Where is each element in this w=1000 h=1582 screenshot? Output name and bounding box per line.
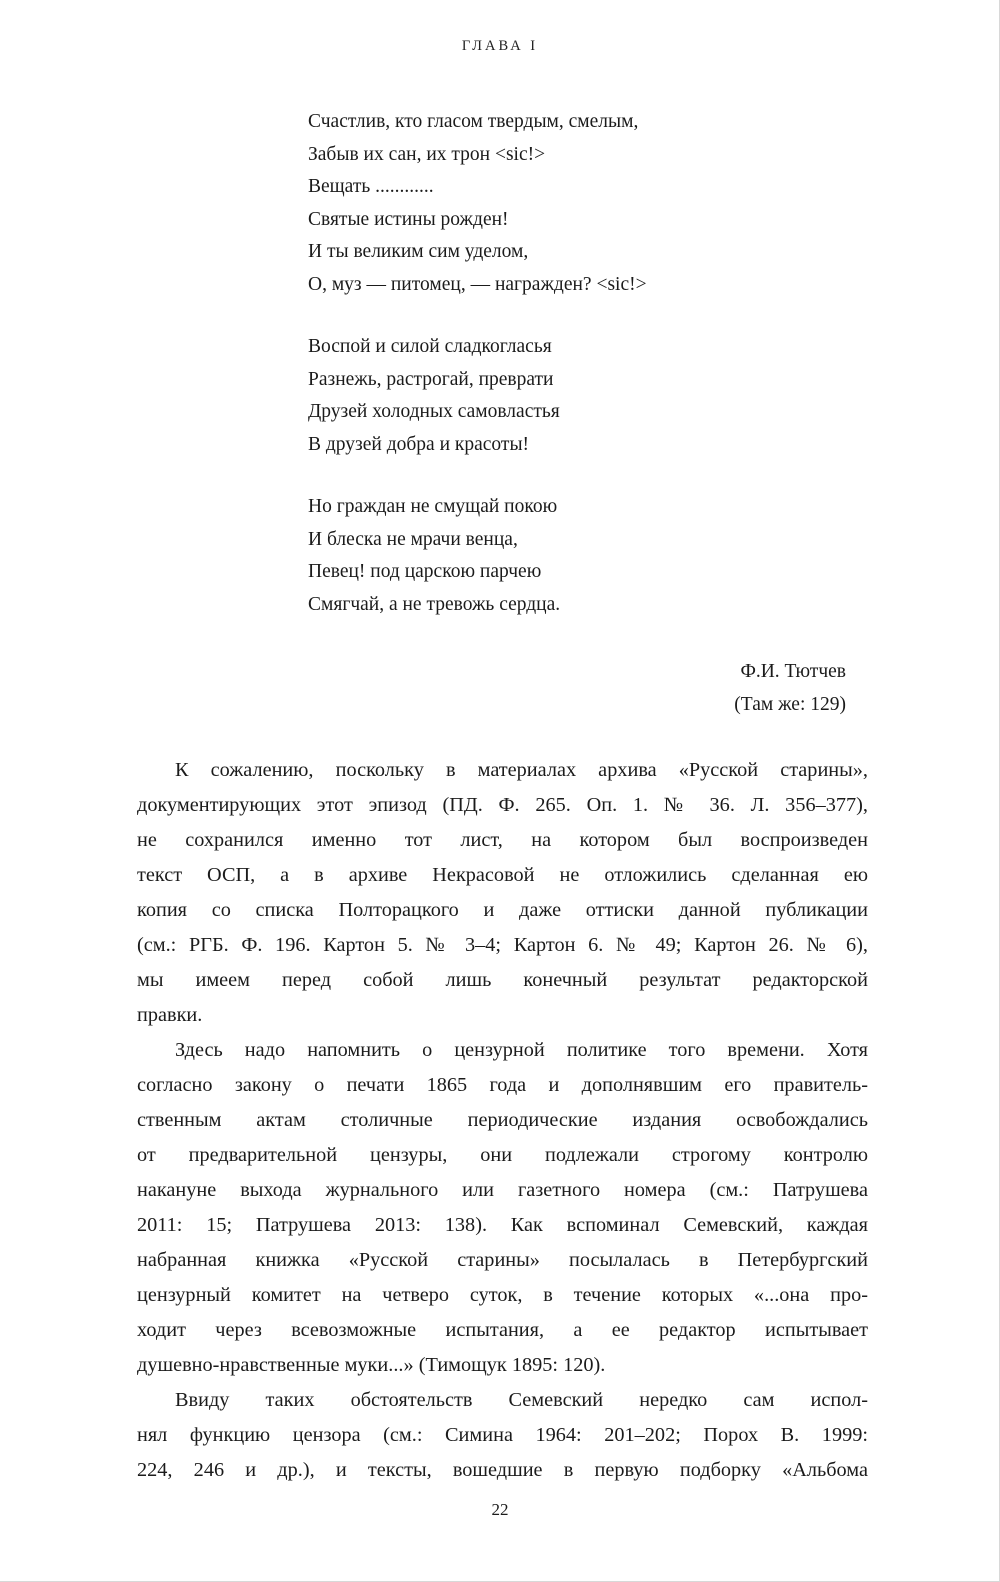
poem-line: О, муз — питомец, — награжден? <sic!> xyxy=(308,273,647,295)
poem-line: И блеска не мрачи венца, xyxy=(308,528,518,550)
body-line: мы имеем перед собой лишь конечный результат редакторской xyxy=(137,969,868,991)
poem-line: Вещать ............ xyxy=(308,176,434,197)
body-line: (см.: РГБ. Ф. 196. Картон 5. № 3–4; Картон 6. № 49; Картон 26. № 6), xyxy=(137,934,868,956)
poem-attribution-source: (Там же: 129) xyxy=(734,694,846,715)
body-line: текст ОСП, а в архиве Некрасовой не отложились сделанная ею xyxy=(137,864,868,886)
paragraph xyxy=(137,753,868,1033)
poem-attribution-block xyxy=(308,655,868,721)
poem-line: И ты великим сим уделом, xyxy=(308,241,529,262)
body-line: согласно закону о печати 1865 года и дополнявшим его правитель- xyxy=(137,1074,868,1096)
body-line: ственным актам столичные периодические издания освобождались xyxy=(137,1109,868,1131)
body-line: Ввиду таких обстоятельств Семевский нередко сам испол- xyxy=(175,1389,868,1411)
running-head: ГЛАВА I xyxy=(461,38,539,54)
body-line: от предварительной цензуры, они подлежали строгому контролю xyxy=(137,1144,868,1166)
poem-line: Смягчай, а не тревожь сердца. xyxy=(308,593,561,615)
poem-attribution: Ф.И. Тютчев xyxy=(740,661,846,682)
poem-stanza xyxy=(308,331,868,461)
body-line: душевно-нравственные муки...» (Тимощук 1895: 120). xyxy=(137,1354,606,1376)
poem-line: Разнежь, растрогай, преврати xyxy=(308,368,554,390)
body-line: копия со списка Полторацкого и даже оттиски данной публикации xyxy=(137,899,868,921)
body-line: 224, 246 и др.), и тексты, вошедшие в первую подборку «Альбома xyxy=(137,1459,868,1481)
body-text xyxy=(137,753,868,1488)
body-line: правки. xyxy=(137,1004,203,1026)
body-line: К сожалению, поскольку в материалах архива «Русской старины», xyxy=(175,759,868,781)
paragraph xyxy=(137,1383,868,1488)
poem xyxy=(308,106,868,721)
poem-line: Счастлив, кто гласом твердым, смелым, xyxy=(308,111,639,132)
poem-line: Святые истины рожден! xyxy=(308,208,509,230)
body-line: документирующих этот эпизод (ПД. Ф. 265. Оп. 1. № 36. Л. 356–377), xyxy=(137,794,868,816)
body-line: Здесь надо напомнить о цензурной политике того времени. Хотя xyxy=(175,1039,868,1061)
poem-stanza xyxy=(308,491,868,621)
poem-line: Забыв их сан, их трон <sic!> xyxy=(308,143,546,165)
body-line: набранная книжка «Русской старины» посылалась в Петербургский xyxy=(137,1249,868,1271)
poem-line: Воспой и силой сладкогласья xyxy=(308,336,552,357)
poem-line: В друзей добра и красоты! xyxy=(308,433,530,455)
poem-line: Певец! под царскою парчею xyxy=(308,561,542,582)
body-line: ходит через всевозможные испытания, а ее редактор испытывает xyxy=(137,1319,868,1341)
body-line: не сохранился именно тот лист, на котором был воспроизведен xyxy=(137,829,868,851)
paragraph xyxy=(137,1033,868,1383)
page-number: 22 xyxy=(491,1500,509,1519)
body-line: накануне выхода журнального или газетного номера (см.: Патрушева xyxy=(137,1179,868,1201)
body-line: цензурный комитет на четверо суток, в течение которых «...она про- xyxy=(137,1284,868,1306)
poem-line: Друзей холодных самовластья xyxy=(308,401,560,422)
body-line: нял функцию цензора (см.: Симина 1964: 201–202; Порох В. 1999: xyxy=(137,1424,868,1446)
poem-line: Но граждан не смущай покою xyxy=(308,496,558,517)
poem-stanza xyxy=(308,106,868,301)
body-line: 2011: 15; Патрушева 2013: 138). Как вспоминал Семевский, каждая xyxy=(137,1214,868,1236)
